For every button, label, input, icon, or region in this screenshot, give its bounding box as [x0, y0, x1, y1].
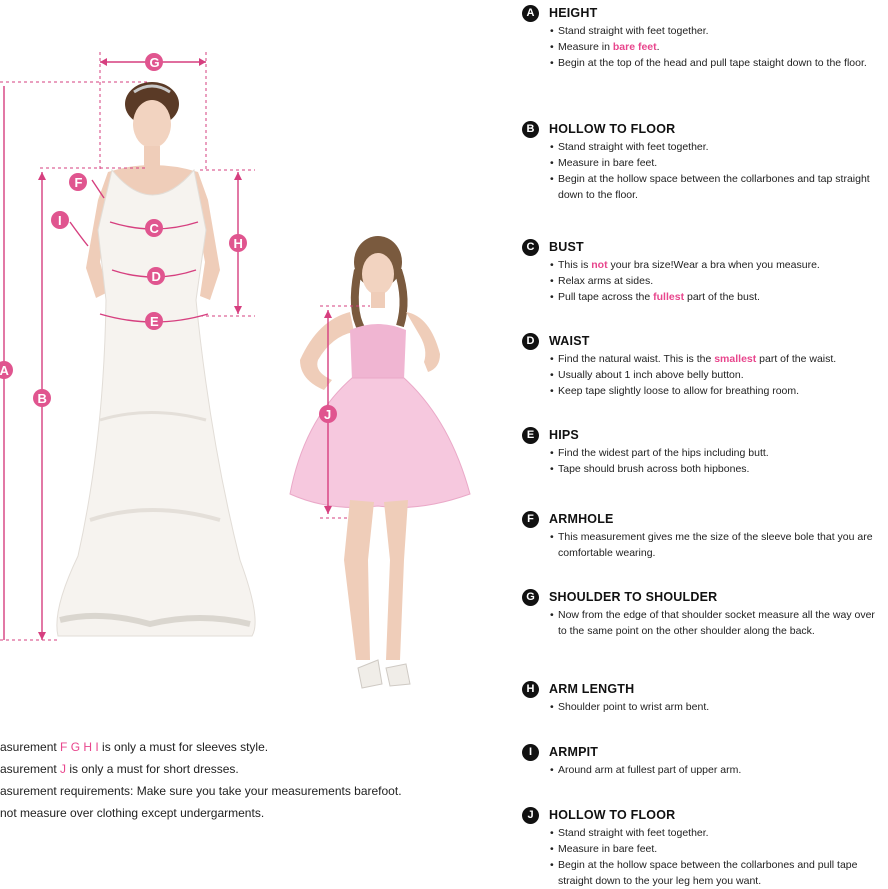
- note-undergarments: not measure over clothing except undergarments.: [0, 806, 265, 820]
- bullet: • Stand straight with feet together.: [522, 23, 882, 39]
- bullet: • Stand straight with feet together.: [522, 825, 882, 841]
- letter-badge: F: [522, 511, 539, 528]
- letter-badge: J: [522, 807, 539, 824]
- note-highlight: F G H I: [60, 740, 99, 754]
- section-armpit: [522, 742, 882, 778]
- badge-j-label: J: [324, 407, 332, 422]
- figures-svg: [0, 0, 500, 740]
- bullet: • Shoulder point to wrist arm bent.: [522, 699, 882, 715]
- section-hollow-to-hem: [522, 805, 882, 889]
- bullet: • Keep tape slightly loose to allow for breathing room.: [522, 383, 882, 399]
- short-dress-figure: [290, 236, 470, 688]
- note-highlight: J: [60, 762, 67, 776]
- section-title: HOLLOW TO FLOOR: [549, 808, 676, 822]
- section-title: WAIST: [549, 334, 590, 348]
- letter-badge: E: [522, 427, 539, 444]
- section-title: HIPS: [549, 428, 579, 442]
- bullet: • Find the widest part of the hips including butt.: [522, 445, 882, 461]
- section-arm-length: [522, 679, 882, 715]
- section-title: ARMPIT: [549, 745, 599, 759]
- letter-badge: A: [522, 5, 539, 22]
- badge-i-label: I: [58, 213, 62, 228]
- badge-g-label: G: [149, 55, 160, 70]
- badge-d-label: D: [151, 269, 161, 284]
- bullet: • This measurement gives me the size of the sleeve bole that you are comfortable wearing.: [522, 529, 882, 561]
- letter-badge: H: [522, 681, 539, 698]
- bullet: • Begin at the hollow space between the collarbones and pull tape straight down to the your leg hem you want.: [522, 857, 882, 889]
- section-waist: [522, 331, 882, 399]
- section-armhole: [522, 509, 882, 561]
- section-hollow-to-floor: [522, 119, 882, 203]
- letter-badge: B: [522, 121, 539, 138]
- bullet: • Pull tape across the fullest part of the bust.: [522, 289, 882, 305]
- badge-a-label: A: [0, 363, 9, 378]
- bullet: • Measure in bare feet.: [522, 39, 882, 55]
- badge-b-label: B: [37, 391, 47, 406]
- note-text: is only a must for short dresses.: [66, 762, 239, 776]
- bullet: • Relax arms at sides.: [522, 273, 882, 289]
- section-height: [522, 3, 882, 71]
- note-sleeves: [0, 736, 500, 758]
- letter-badge: C: [522, 239, 539, 256]
- note-short-dresses: [0, 758, 500, 780]
- bullet: • Find the natural waist. This is the smallest part of the waist.: [522, 351, 882, 367]
- section-hips: [522, 425, 882, 477]
- badge-f-label: F: [74, 175, 83, 190]
- badge-c-label: C: [149, 221, 159, 236]
- section-title: HOLLOW TO FLOOR: [549, 122, 676, 136]
- bullet: • Begin at the hollow space between the collarbones and tap straight down to the floor.: [522, 171, 882, 203]
- bullet: • Begin at the top of the head and pull tape staight down to the floor.: [522, 55, 882, 71]
- letter-badge: I: [522, 744, 539, 761]
- note-text: asurement: [0, 740, 61, 754]
- bullet: • Stand straight with feet together.: [522, 139, 882, 155]
- bride-figure: [57, 82, 255, 636]
- bullet: • Now from the edge of that shoulder socket measure all the way over to the same point on the other shoulder along the back.: [522, 607, 882, 639]
- bullet: • Tape should brush across both hipbones.: [522, 461, 882, 477]
- badge-h-label: H: [233, 236, 243, 251]
- letter-badge: D: [522, 333, 539, 350]
- section-title: ARMHOLE: [549, 512, 614, 526]
- section-shoulder-to-shoulder: [522, 587, 882, 639]
- bullet: • This is not your bra size!Wear a bra when you measure.: [522, 257, 882, 273]
- section-title: SHOULDER TO SHOULDER: [549, 590, 718, 604]
- bullet: • Measure in bare feet.: [522, 841, 882, 857]
- section-title: HEIGHT: [549, 6, 598, 20]
- section-title: BUST: [549, 240, 584, 254]
- bullet: • Measure in bare feet.: [522, 155, 882, 171]
- bullet: • Usually about 1 inch above belly button.: [522, 367, 882, 383]
- section-title: ARM LENGTH: [549, 682, 635, 696]
- note-text: asurement: [0, 762, 61, 776]
- measurement-notes: [0, 736, 500, 824]
- bullet: • Around arm at fullest part of upper arm.: [522, 762, 882, 778]
- note-barefoot: asurement requirements: Make sure you take your measurements barefoot.: [0, 784, 402, 798]
- letter-badge: G: [522, 589, 539, 606]
- note-text: is only a must for sleeves style.: [98, 740, 269, 754]
- section-bust: [522, 237, 882, 305]
- badge-e-label: E: [150, 314, 159, 329]
